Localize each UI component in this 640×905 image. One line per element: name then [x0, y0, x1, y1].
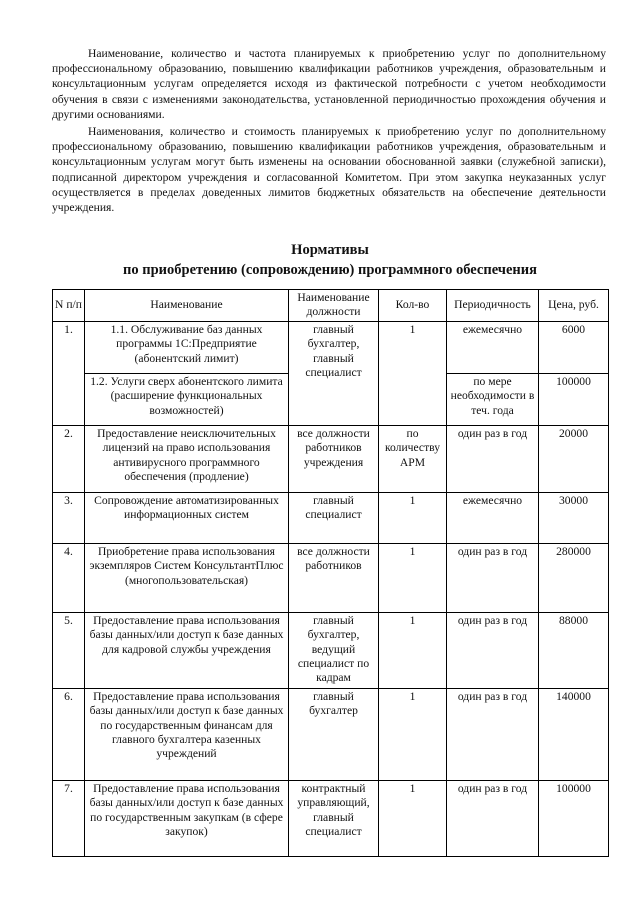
row-period: один раз в год: [447, 543, 539, 612]
row-num: 1.: [53, 321, 85, 425]
row-period: ежемесячно: [447, 492, 539, 543]
row-name: 1.1. Обслуживание баз данных программы 1С:Предприятие (абонентский лимит): [85, 321, 289, 373]
row-qty: 1: [379, 321, 447, 425]
row-name: Сопровождение автоматизированных информационных систем: [85, 492, 289, 543]
paragraph-changes-procedure: Наименования, количество и стоимость планируемых к приобретению услуг по дополнительному профессиональному образованию, повышению квалификации работников учреждения, образовательным и консультационным услугам могут быть изменены на основании обоснованной заявки (служебной записки), подписанной директором учреждения и согласованной Комитетом. При этом закупка неуказанных услуг осуществляется в пределах доведенных лимитов бюджетных обязательств на обеспечение деятельности учреждения.: [52, 125, 606, 215]
row-num: 7.: [53, 780, 85, 856]
header-qty: Кол-во: [379, 290, 447, 322]
row-position: контрактный управляющий, главный специалист: [289, 780, 379, 856]
row-num: 4.: [53, 543, 85, 612]
software-norms-table: [52, 289, 609, 857]
row-qty: 1: [379, 492, 447, 543]
table-row: [53, 688, 609, 780]
header-price: Цена, руб.: [539, 290, 609, 322]
row-num: 5.: [53, 612, 85, 688]
row-price-sub: 100000: [539, 373, 609, 425]
paragraph-training-services: Наименование, количество и частота планируемых к приобретению услуг по дополнительному профессиональному образованию, повышению квалификации работников учреждения, образовательным и консультационным услугам определяется исходя из фактической потребности с учетом необходимости обучения в связи с изменениями законодательства, установленной периодичностью прохождения обучения и другими основаниями.: [52, 47, 606, 121]
row-num: 3.: [53, 492, 85, 543]
row-name: Приобретение права использования экземпляров Систем КонсультантПлюс (многопользовательская): [85, 543, 289, 612]
row-price: 88000: [539, 612, 609, 688]
row-name: Предоставление права использования базы данных/или доступ к базе данных для кадровой службы учреждения: [85, 612, 289, 688]
table-row: [53, 612, 609, 688]
header-name: Наименование: [85, 290, 289, 322]
row-position: главный специалист: [289, 492, 379, 543]
row-position: все должности работников учреждения: [289, 425, 379, 492]
table-title-line1: Нормативы: [291, 242, 369, 258]
header-position: Наименование должности: [289, 290, 379, 322]
row-period: один раз в год: [447, 688, 539, 780]
row-position: главный бухгалтер, главный специалист: [289, 321, 379, 425]
row-qty: по количеству АРМ: [379, 425, 447, 492]
row-period: один раз в год: [447, 425, 539, 492]
row-period: ежемесячно: [447, 321, 539, 373]
row-price: 100000: [539, 780, 609, 856]
row-period: один раз в год: [447, 780, 539, 856]
row-qty: 1: [379, 543, 447, 612]
row-name-sub: 1.2. Услуги сверх абонентского лимита (расширение функциональных возможностей): [85, 373, 289, 425]
row-qty: 1: [379, 780, 447, 856]
table-row: [53, 780, 609, 856]
row-price: 6000: [539, 321, 609, 373]
table-title-line2: по приобретению (сопровождению) программного обеспечения: [123, 262, 537, 278]
table-row: [53, 543, 609, 612]
table-row: [53, 321, 609, 373]
row-name: Предоставление права использования базы данных/или доступ к базе данных по государственным финансам для главного бухгалтера казенных учреждений: [85, 688, 289, 780]
row-name: Предоставление неисключительных лицензий на право использования антивирусного программного обеспечения (продление): [85, 425, 289, 492]
row-num: 6.: [53, 688, 85, 780]
row-num: 2.: [53, 425, 85, 492]
row-position: главный бухгалтер: [289, 688, 379, 780]
row-price: 280000: [539, 543, 609, 612]
row-period-sub: по мере необходимости в теч. года: [447, 373, 539, 425]
row-price: 140000: [539, 688, 609, 780]
header-num: N п/п: [53, 290, 85, 322]
row-name: Предоставление права использования базы данных/или доступ к базе данных по государственным закупкам (в сфере закупок): [85, 780, 289, 856]
row-price: 30000: [539, 492, 609, 543]
row-position: все должности работников: [289, 543, 379, 612]
header-period: Периодичность: [447, 290, 539, 322]
row-position: главный бухгалтер, ведущий специалист по кадрам: [289, 612, 379, 688]
row-period: один раз в год: [447, 612, 539, 688]
row-price: 20000: [539, 425, 609, 492]
table-row: [53, 492, 609, 543]
row-qty: 1: [379, 612, 447, 688]
table-header-row: [53, 290, 609, 322]
table-row: [53, 425, 609, 492]
row-qty: 1: [379, 688, 447, 780]
table-title: [60, 240, 600, 280]
